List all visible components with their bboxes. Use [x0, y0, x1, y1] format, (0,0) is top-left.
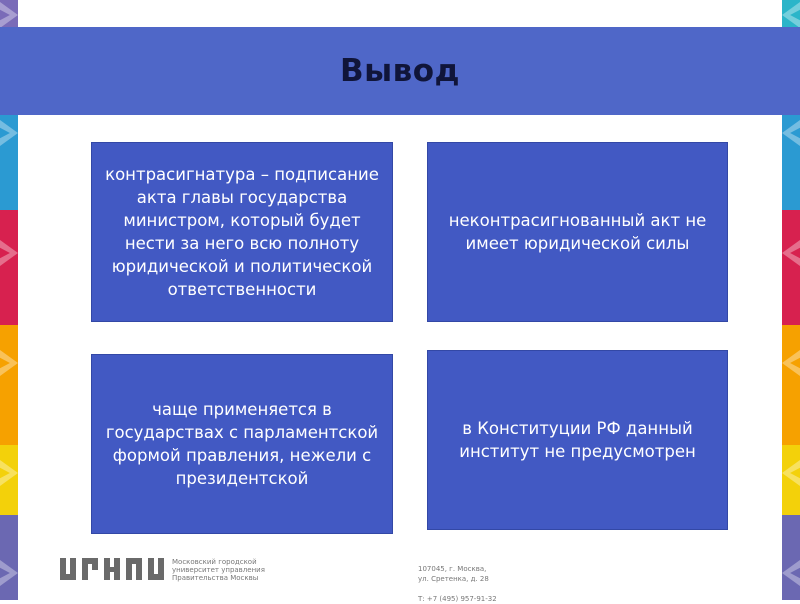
card-text: контрасигнатура – подписание акта главы государства министром, который будет нести за него всю полноту юридической и политической ответственности [105, 165, 379, 299]
footer-address-line: ул. Сретенка, д. 28 [418, 575, 489, 583]
footer-address-line: 107045, г. Москва, [418, 565, 487, 573]
title-banner [0, 27, 800, 115]
conclusion-card-1 [91, 142, 393, 322]
footer-org-line: университет управления [172, 566, 265, 574]
card-text: в Конституции РФ данный институт не предусмотрен [459, 419, 696, 461]
footer-org-line: Правительства Москвы [172, 574, 259, 582]
university-logo-icon [60, 556, 164, 582]
footer-address-line [418, 584, 497, 594]
card-text: неконтрасигнованный акт не имеет юридической силы [448, 211, 707, 253]
footer-phone: Т: +7 (495) 957-91-32 [418, 595, 497, 603]
footer-address [418, 564, 497, 604]
conclusion-card-4 [427, 350, 728, 530]
conclusion-card-2 [427, 142, 728, 322]
card-text: чаще применяется в государствах с парламентской формой правления, нежели с президентской [105, 400, 379, 488]
footer-organization [172, 558, 265, 582]
slide-title: Вывод [339, 53, 461, 89]
conclusion-card-3 [91, 354, 393, 534]
footer-org-line: Московский городской [172, 558, 257, 566]
